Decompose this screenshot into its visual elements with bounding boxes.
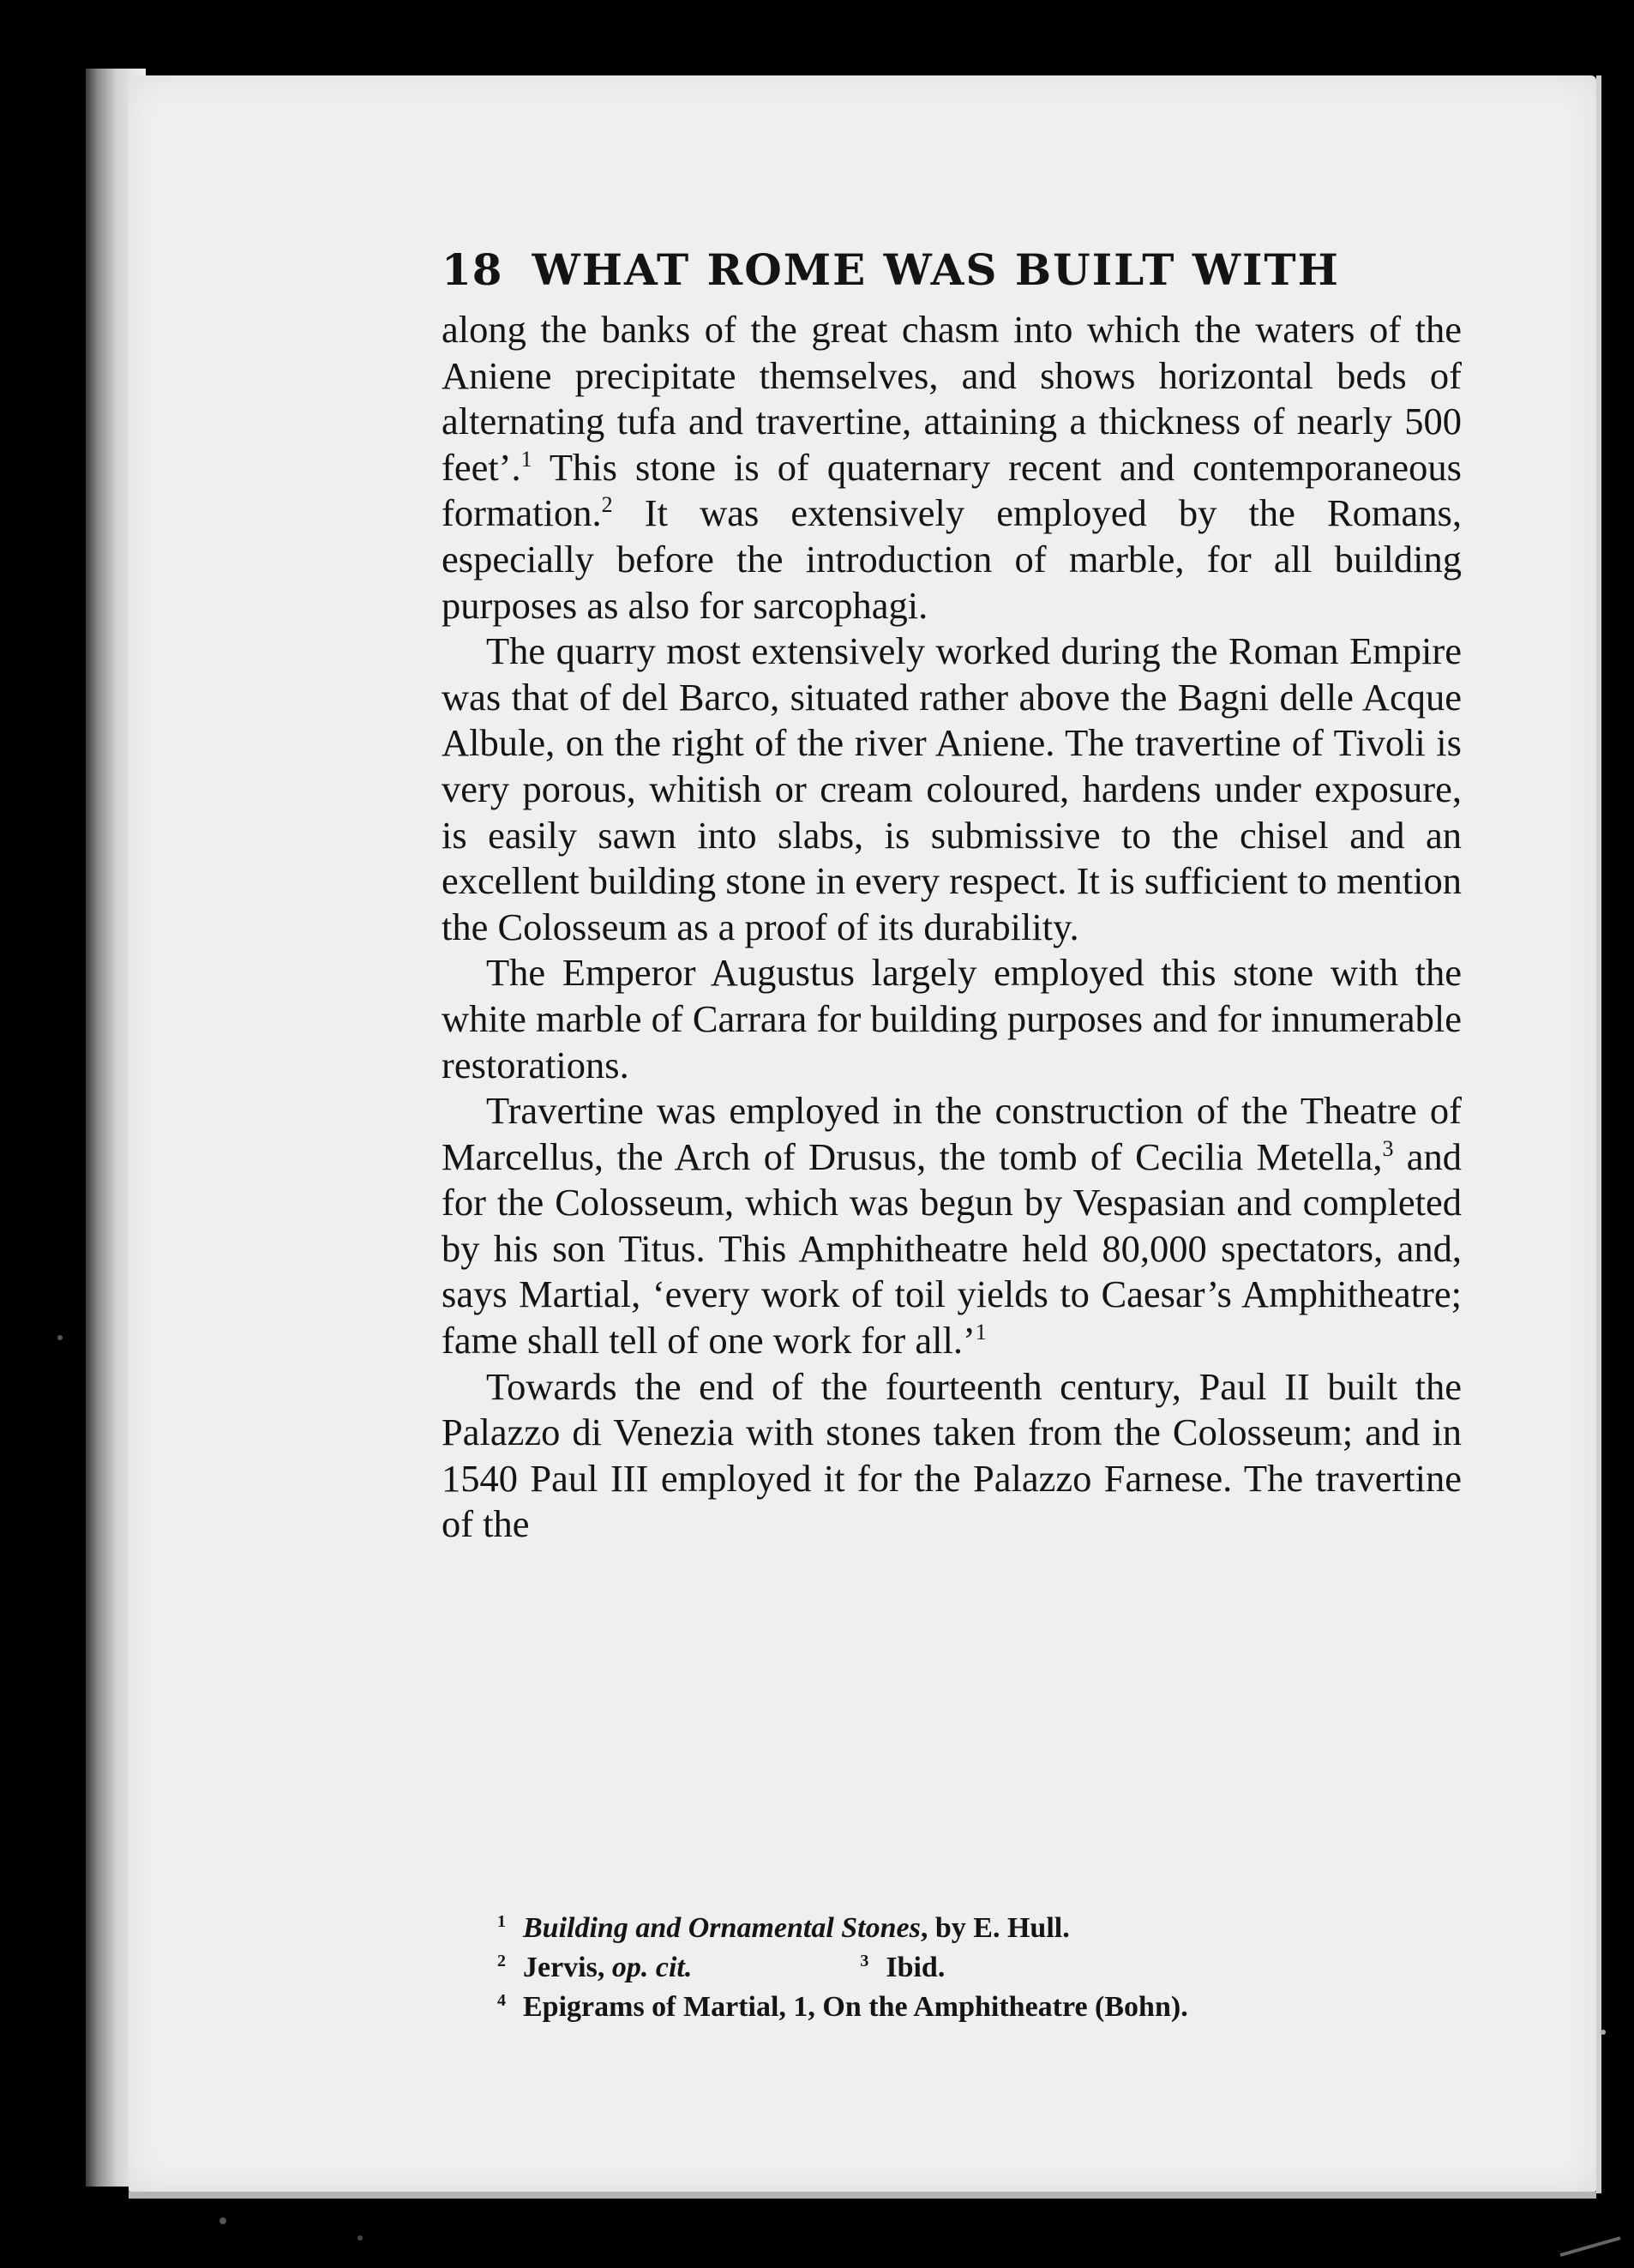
footnote-1-rest: , by E. Hull. (920, 1912, 1070, 1944)
paragraph-1-part-a: along the banks of the great chasm into which the waters of the Aniene precipitate themselves, and shows horizontal beds of alternating tufa and travertine, attaining a thickness of nearly 500 feet’. (442, 308, 1462, 489)
footnote-3-text: Ibid. (886, 1952, 946, 1983)
footnote-1-text (523, 1910, 1070, 1946)
running-header (442, 244, 1462, 295)
paragraph-4 (442, 1088, 1462, 1364)
body-text (442, 307, 1462, 1548)
paragraph-1-part-b: This stone is of quaternary recent and contemporaneous formation. (442, 445, 1462, 535)
page-content (442, 244, 1462, 1548)
footnote-2-author: Jervis, (523, 1952, 612, 1983)
running-title: WHAT ROME WAS BUILT WITH (532, 244, 1340, 295)
paragraph-4-part-a: Travertine was employed in the construction of the Theatre of Marcellus, the Arch of Drusus, the tomb of Cecilia Metella, (442, 1089, 1462, 1178)
footnote-ref-4: 1 (975, 1320, 987, 1345)
footnote-2-3 (497, 1950, 1440, 1989)
paragraph-4-part-b: and for the Colosseum, which was begun by Vespasian and completed by his son Titus. This Amphitheatre held 80,000 spectators, and, says Martial, ‘every work of toil yields to Caesar’s Amphitheatre; fame shall tell of one work for all.’ (442, 1134, 1462, 1363)
page-number: 18 (442, 244, 503, 295)
footnote-4 (497, 1989, 1440, 2029)
footnote-mark: 2 (497, 1952, 506, 1970)
footnote-mark: 1 (497, 1912, 506, 1931)
page-right-edge (1596, 75, 1601, 2193)
footnote-2-cite: op. cit. (611, 1952, 693, 1983)
footnotes (497, 1910, 1440, 2029)
footnote-1 (497, 1910, 1440, 1950)
footnote-mark: 3 (860, 1952, 869, 1970)
footnote-ref-3: 3 (1382, 1135, 1394, 1161)
footnote-mark: 4 (497, 1991, 506, 2010)
footnote-ref-2: 2 (601, 492, 613, 518)
footnote-1-title: Building and Ornamental Stones (523, 1912, 921, 1944)
page-bottom-edge (129, 2192, 1596, 2199)
paragraph-1 (442, 307, 1462, 629)
footnote-2-text (523, 1950, 692, 1985)
paragraph-2: The quarry most extensively worked during the Roman Empire was that of del Barco, situated rather above the Bagni delle Acque Albule, on the right of the river Aniene. The travertine of Tivoli is very porous, whitish or cream coloured, hardens under exposure, is easily sawn into slabs, is submissive to the chisel and an excellent building stone in every respect. It is sufficient to mention the Colosseum as a proof of its durability. (442, 629, 1462, 948)
footnote-ref-1: 1 (520, 446, 532, 472)
paragraph-3: The Emperor Augustus largely employed this stone with the white marble of Carrara for building purposes and for innumerable restorations. (442, 951, 1462, 1086)
footnote-4-text: Epigrams of Martial, 1, On the Amphitheatre (Bohn). (523, 1991, 1188, 2023)
paragraph-1-part-c: It was extensively employed by the Romans, especially before the introduction of marble, for all building purposes as also for sarcophagi. (442, 491, 1462, 627)
paragraph-5: Towards the end of the fourteenth century, Paul II built the Palazzo di Venezia with stones taken from the Colosseum; and in 1540 Paul III employed it for the Palazzo Farnese. The travertine of the (442, 1364, 1462, 1546)
